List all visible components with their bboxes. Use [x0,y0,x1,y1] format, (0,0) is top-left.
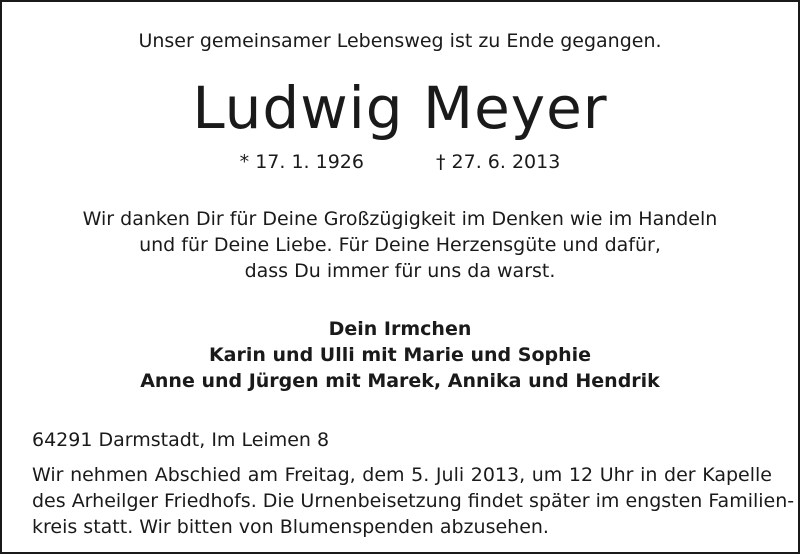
mourner-line: Anne und Jürgen mit Marek, Annika und Hendrik [140,370,660,392]
death-date: † 27. 6. 2013 [436,151,561,173]
mourners-list [2,316,798,394]
deceased-name: Ludwig Meyer [192,74,608,142]
tribute-verse [2,206,798,284]
address: 64291 Darmstadt, Im Leimen 8 [32,429,330,451]
ceremony-line: des Arheilger Friedhofs. Die Urnenbeisetzung findet später im engsten Familien- [32,490,795,512]
intro-text: Unser gemeinsamer Lebensweg ist zu Ende gegangen. [138,30,662,52]
mourner-line: Karin und Ulli mit Marie und Sophie [208,344,592,366]
ceremony-info [32,462,795,540]
birth-date: * 17. 1. 1926 [239,151,364,173]
life-dates [2,151,798,173]
verse-line: Wir danken Dir für Deine Großzügigkeit im Denken wie im Handeln [82,208,718,230]
verse-line: dass Du immer für uns da warst. [244,260,556,282]
verse-line: und für Deine Liebe. Für Deine Herzensgüte und dafür, [139,234,661,256]
ceremony-line: kreis statt. Wir bitten von Blumenspenden abzusehen. [32,516,549,538]
ceremony-line: Wir nehmen Abschied am Freitag, dem 5. Juli 2013, um 12 Uhr in der Kapelle [32,464,772,486]
mourner-line: Dein Irmchen [328,318,472,340]
